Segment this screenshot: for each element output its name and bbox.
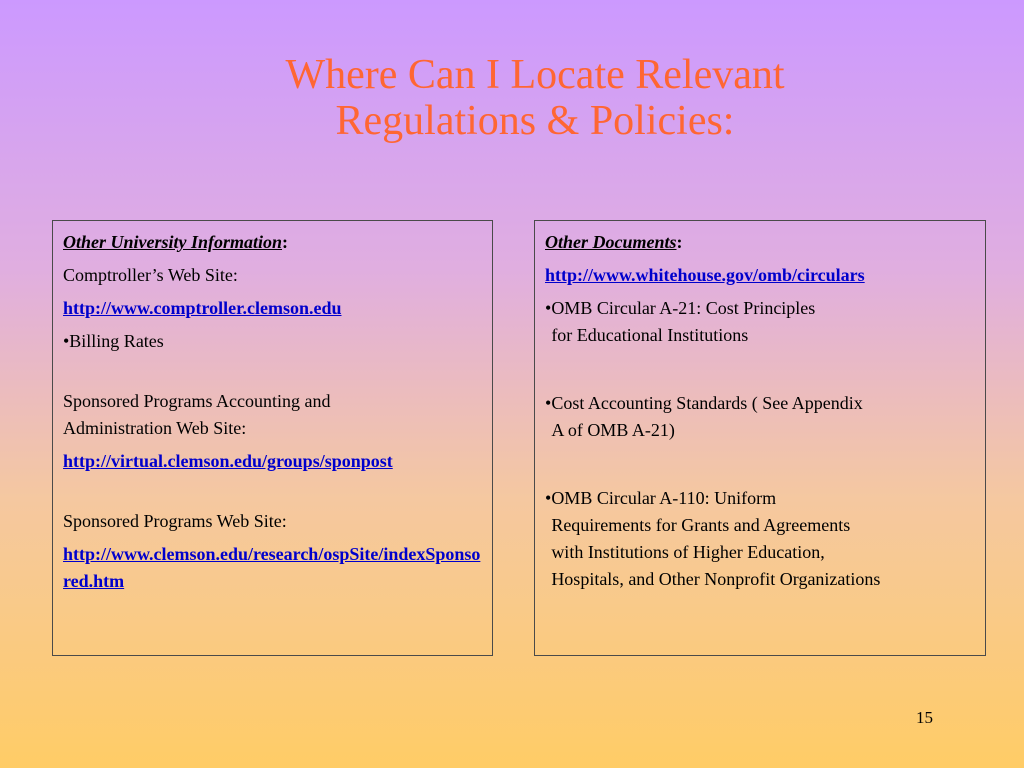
slide-title [150, 52, 920, 144]
title-line-1: Where Can I Locate Relevant [285, 52, 785, 98]
bullet-cost-accounting: • Cost Accounting Standards ( See Appendix A of OMB A-21) [545, 393, 863, 440]
university-info-heading: Other University Information: [63, 232, 289, 252]
omb-circulars-link[interactable]: http://www.whitehouse.gov/omb/circulars [545, 265, 865, 285]
comptroller-link[interactable]: http://www.comptroller.clemson.edu [63, 298, 342, 318]
other-documents-box [534, 220, 986, 656]
other-documents-heading: Other Documents: [545, 232, 683, 252]
comptroller-label: Comptroller’s Web Site: [63, 265, 238, 285]
university-info-box [52, 220, 493, 656]
bullet-omb-a21: • OMB Circular A-21: Cost Principles for Educational Institutions [545, 298, 816, 345]
title-line-2: Regulations & Policies: [335, 98, 735, 144]
page-number: 15 [916, 708, 933, 727]
spa-link[interactable]: http://virtual.clemson.edu/groups/sponpost [63, 451, 393, 471]
bullet-omb-a110: • OMB Circular A-110: Uniform Requirements for Grants and Agreements with Institutions of Higher Education, Hospitals, and Other Nonprofit Organizations [545, 488, 881, 589]
sponsored-programs-link[interactable]: http://www.clemson.edu/research/ospSite/indexSponsored.htm [63, 544, 481, 591]
billing-rates-item: •Billing Rates [63, 331, 164, 351]
spa-label: Sponsored Programs Accounting and Administration Web Site: [63, 391, 331, 438]
sponsored-programs-label: Sponsored Programs Web Site: [63, 511, 287, 531]
